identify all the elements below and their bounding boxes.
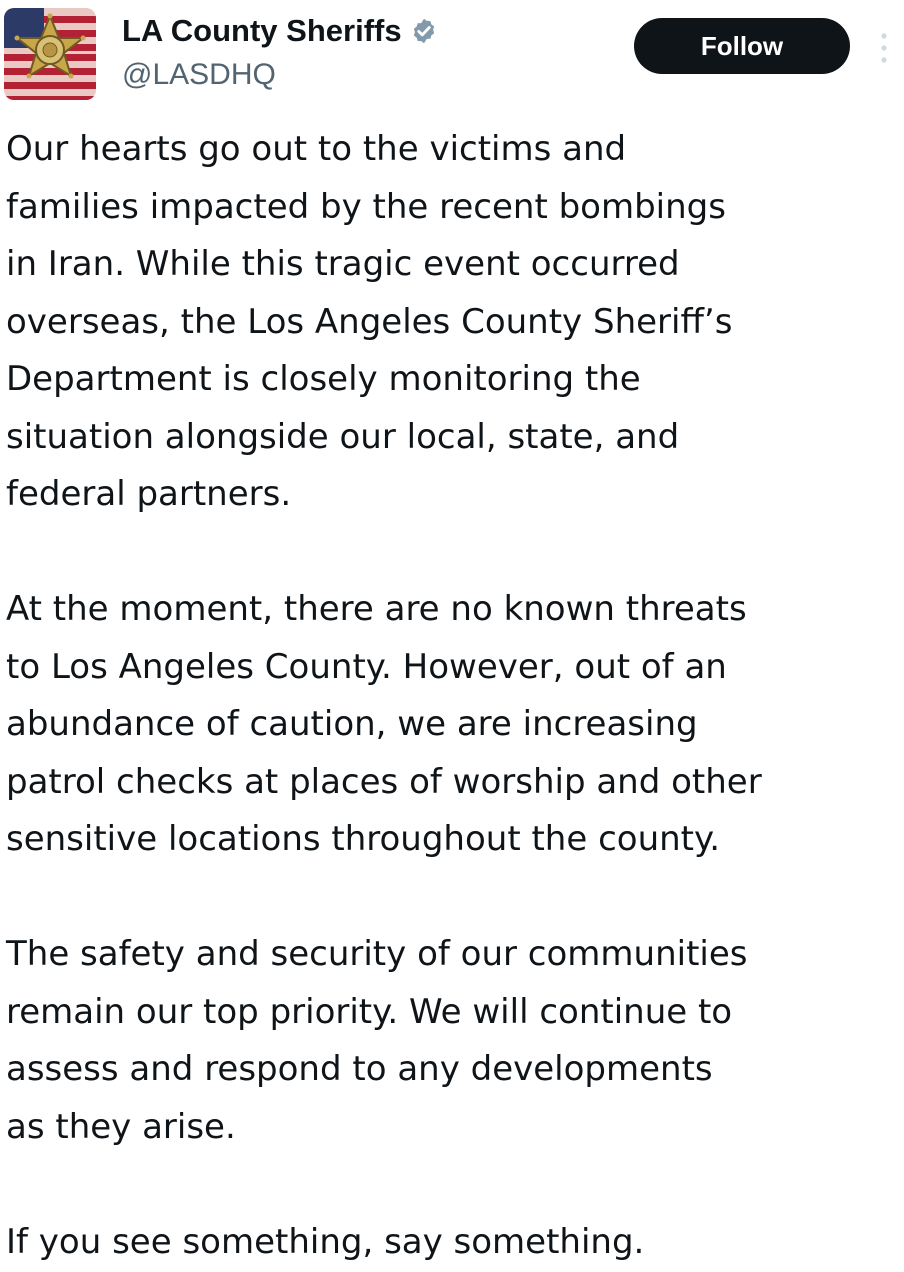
tweet-paragraph: The safety and security of our communities remain our top priority. We will continue to assess and respond to any developments as they arise. xyxy=(6,934,748,1147)
sheriff-star-badge-icon xyxy=(4,8,96,100)
display-name[interactable]: LA County Sheriffs xyxy=(122,13,402,48)
display-name-row xyxy=(122,12,438,50)
follow-button[interactable]: Follow xyxy=(634,18,850,74)
tweet-paragraph: If you see something, say something. xyxy=(6,1221,645,1262)
tweet-paragraph: Our hearts go out to the victims and families impacted by the recent bombings in Iran. While this tragic event occurred overseas, the Los Angeles County Sheriff’s Department is closely monitoring the situation alongside our local, state, and federal partners. xyxy=(6,129,733,514)
tweet-text xyxy=(6,121,904,1271)
tweet-paragraph: At the moment, there are no known threats to Los Angeles County. However, out of an abundance of caution, we are increasing patrol checks at places of worship and other sensitive locations throughout the county. xyxy=(6,589,762,859)
profile-avatar[interactable] xyxy=(4,8,96,100)
verified-badge-icon xyxy=(410,17,438,45)
user-handle[interactable]: @LASDHQ xyxy=(122,58,276,91)
more-options-icon[interactable] xyxy=(876,30,892,66)
